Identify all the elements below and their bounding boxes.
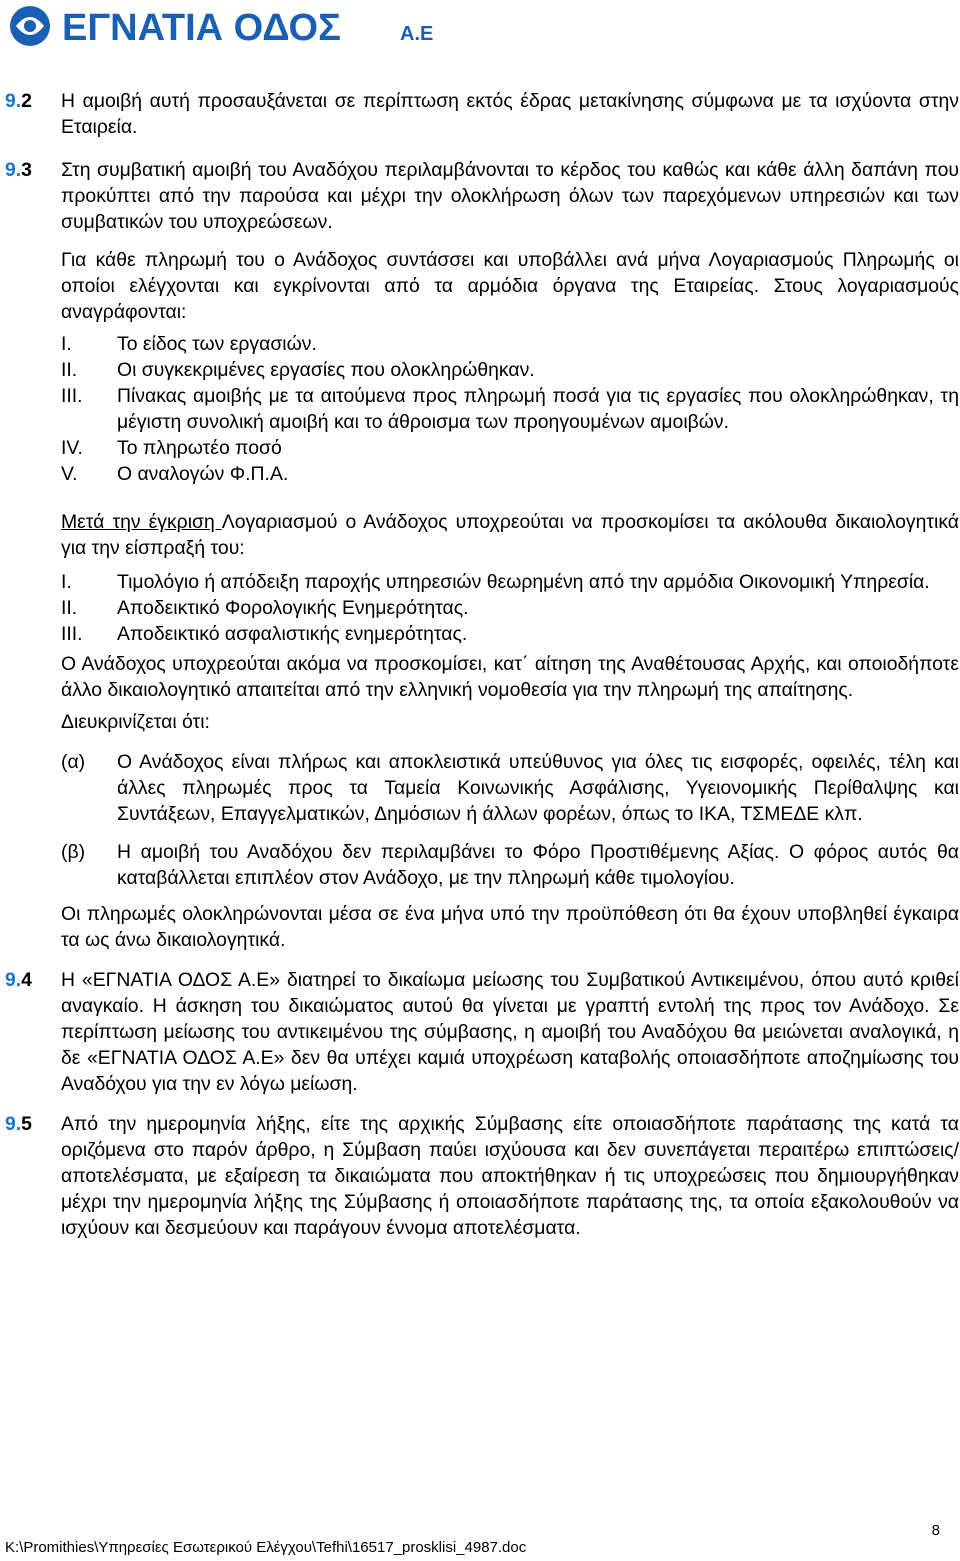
list-item: (α) Ο Ανάδοχος είναι πλήρως και αποκλειστικά υπεύθυνος για όλες τις εισφορές, οφειλές, τέλη και άλλες πληρωμές προς τα Ταμεία Κοινωνικής Ασφάλισης, Υγειονομικής Περίθαλψης και Συντάξεων, Επαγγελματικών, Δημόσιων ή άλλων φορέων, όπως το ΙΚΑ, ΤΣΜΕΔΕ κλπ. [61, 751, 959, 825]
logo-suffix: Α.Ε [400, 23, 434, 45]
section-9-2 [5, 88, 959, 140]
list-item: III. Αποδεικτικό ασφαλιστικής ενημερότητας. [61, 623, 468, 645]
section-9-4 [5, 967, 959, 1097]
list-item: (β) Η αμοιβή του Αναδόχου δεν περιλαμβάνει το Φόρο Προστιθέμενης Αξίας. Ο φόρος αυτός θα καταβάλλεται επιπλέον στον Ανάδοχο, με την πληρωμή κάθε τιμολογίου. [61, 841, 959, 889]
company-logo [0, 0, 470, 52]
paragraph-clarification: Διευκρινίζεται ότι: [61, 711, 210, 733]
section-text: Από την ημερομηνία λήξης, είτε της αρχικής Σύμβασης είτε οποιασδήποτε παράτασης της κατά τα οριζόμενα στο παρόν άρθρο, η Σύμβαση παύει ισχύουσα και δεν συνεπάγεται περαιτέρω επιπτώσεις/αποτελέσματα, με εξαίρεση τα δικαιώματα που αποκτήθηκαν ή τις υποχρεώσεις που δημιουργήθηκαν μέχρι την ημερομηνία λήξης της Σύμβασης ή οποιασδήποτε παράτασης της, τα οποία εξακολουθούν να ισχύουν και δεσμεύουν και παράγουν έννομα αποτελέσματα. [61, 1113, 959, 1239]
paragraph-after-approval: Μετά την έγκριση Λογαριασμού ο Ανάδοχος υποχρεούται να προσκομίσει τα ακόλουθα δικαιολογητικά για την είσπραξή του: [61, 511, 960, 559]
section-number: 9.4 [5, 969, 32, 991]
list-documents [61, 569, 959, 647]
list-item: I. Τιμολόγιο ή απόδειξη παροχής υπηρεσιών θεωρημένη από την αρμόδια Οικονομική Υπηρεσία. [61, 571, 930, 593]
footer-file-path: K:\Promithies\Υπηρεσίες Εσωτερικού Ελέγχου\Tefhi\16517_prosklisi_4987.doc [5, 1539, 527, 1556]
document-body [5, 88, 959, 1241]
list-account-contents [61, 331, 959, 487]
logo-text: ΕΓΝΑΤΙΑ ΟΔΟΣ [62, 7, 341, 49]
list-item: IV. Το πληρωτέο ποσό [61, 437, 282, 459]
egnatia-logo-icon [0, 0, 470, 52]
section-9-3 [5, 157, 959, 235]
list-clarifications [61, 749, 959, 891]
page-number: 8 [931, 1522, 940, 1539]
section-number: 9.5 [5, 1113, 32, 1135]
section-text: Στη συμβατική αμοιβή του Αναδόχου περιλαμβάνονται το κέρδος του καθώς και κάθε άλλη δαπάνη που προκύπτει από την παρούσα και μέχρι την ολοκλήρωση όλων των παρεχόμενων υπηρεσιών και των συμβατικών του υποχρεώσεων. [61, 159, 959, 233]
paragraph-payment-accounts: Για κάθε πληρωμή του ο Ανάδοχος συντάσσει και υποβάλλει ανά μήνα Λογαριασμούς Πληρωμής οι οποίοι ελέγχονται και εγκρίνονται από τα αρμόδια όργανα της Εταιρείας. Στους λογαριασμούς αναγράφονται: [61, 249, 959, 323]
section-9-5 [5, 1111, 959, 1241]
list-item: II. Αποδεικτικό Φορολογικής Ενημερότητας. [61, 597, 469, 619]
list-item: I. Το είδος των εργασιών. [61, 333, 317, 355]
list-item: V. Ο αναλογών Φ.Π.Α. [61, 463, 289, 485]
section-number: 9.3 [5, 159, 32, 181]
list-item: III. Πίνακας αμοιβής με τα αιτούμενα προς πληρωμή ποσά για τις εργασίες που ολοκληρώθηκαν, τη μέγιστη συνολική αμοιβή και το άθροισμα των προηγουμένων αμοιβών. [61, 385, 959, 433]
section-text: Η «ΕΓΝΑΤΙΑ ΟΔΟΣ Α.Ε» διατηρεί το δικαίωμα μείωσης του Συμβατικού Αντικειμένου, όπου αυτό κριθεί αναγκαίο. Η άσκηση του δικαιώματος αυτού θα γίνεται με γραπτή εντολή της προς τον Ανάδοχο. Σε περίπτωση μείωσης του αντικειμένου της σύμβασης, η αμοιβή του Αναδόχου θα μειώνεται αναλογικά, η δε «ΕΓΝΑΤΙΑ ΟΔΟΣ Α.Ε» δεν θα υπέχει καμιά υποχρέωση καταβολής οποιασδήποτε αποζημίωσης του Αναδόχου για την εν λόγω μείωση. [61, 969, 959, 1095]
section-text: Η αμοιβή αυτή προσαυξάνεται σε περίπτωση εκτός έδρας μετακίνησης σύμφωνα με τα ισχύοντα στην Εταιρεία. [61, 90, 959, 138]
list-item: II. Οι συγκεκριμένες εργασίες που ολοκληρώθηκαν. [61, 359, 535, 381]
paragraph-payments-completion: Οι πληρωμές ολοκληρώνονται μέσα σε ένα μήνα υπό την προϋπόθεση ότι θα έχουν υποβληθεί έγκαιρα τα ως άνω δικαιολογητικά. [61, 903, 959, 951]
paragraph-additional-documents: Ο Ανάδοχος υποχρεούται ακόμα να προσκομίσει, κατ΄ αίτηση της Αναθέτουσας Αρχής, και οποιοδήποτε άλλο δικαιολογητικό απαιτείται από την ελληνική νομοθεσία για την πληρωμή της απαίτησης. [61, 653, 959, 701]
section-number: 9.2 [5, 90, 32, 112]
